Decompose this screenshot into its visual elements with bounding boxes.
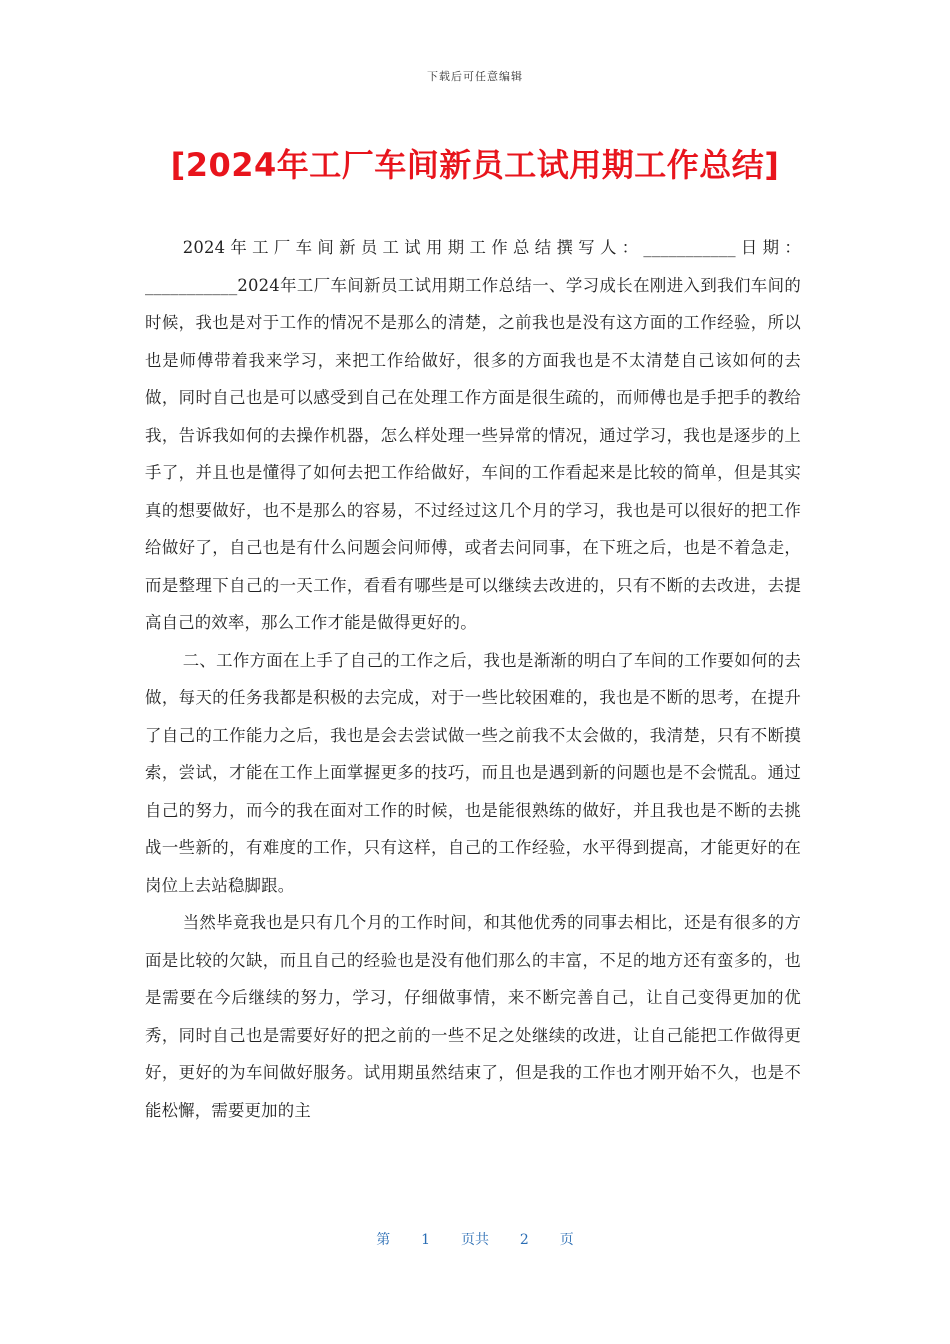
page-footer xyxy=(0,1229,950,1249)
document-body xyxy=(145,229,801,1129)
total-pages: 2 xyxy=(519,1232,529,1248)
paragraph-3: 当然毕竟我也是只有几个月的工作时间，和其他优秀的同事去相比，还是有很多的方面是比较的欠缺，而且自己的经验也是没有他们那么的丰富，不足的地方还有蛮多的，也是需要在今后继续的努力，学习，仔细做事情，来不断完善自己，让自己变得更加的优秀，同时自己也是需要好好的把之前的一些不足之处继续的改进，让自己能把工作做得更好，更好的为车间做好服务。试用期虽然结束了，但是我的工作也才刚开始不久，也是不能松懈，需要更加的主 xyxy=(145,913,801,1120)
page-label-suffix: 页 xyxy=(559,1232,574,1248)
page-label-mid: 页共 xyxy=(461,1232,489,1248)
page-number: 1 xyxy=(421,1232,431,1248)
document-title: [2024年工厂车间新员工试用期工作总结] xyxy=(170,146,780,184)
page-label-prefix: 第 xyxy=(376,1232,391,1248)
header-note: 下载后可任意编辑 xyxy=(427,70,523,83)
paragraph-2: 二、工作方面在上手了自己的工作之后，我也是渐渐的明白了车间的工作要如何的去做，每天的任务我都是积极的去完成，对于一些比较困难的，我也是不断的思考，在提升了自己的工作能力之后，我也是会去尝试做一些之前我不太会做的，我清楚，只有不断摸索，尝试，才能在工作上面掌握更多的技巧，而且也是遇到新的问题也是不会慌乱。通过自己的努力，而今的我在面对工作的时候，也是能很熟练的做好，并且我也是不断的去挑战一些新的，有难度的工作，只有这样，自己的工作经验，水平得到提高，才能更好的在岗位上去站稳脚跟。 xyxy=(145,650,801,895)
paragraph-1: 2024年工厂车间新员工试用期工作总结撰写人：___________日期：___________2024年工厂车间新员工试用期工作总结一、学习成长在刚进入到我们车间的时候，我也是对于工作的情况不是那么的清楚，之前我也是没有这方面的工作经验，所以也是师傅带着我来学习，来把工作给做好，很多的方面我也是不太清楚自己该如何的去做，同时自己也是可以感受到自己在处理工作方面是很生疏的，而师傅也是手把手的教给我，告诉我如何的去操作机器，怎么样处理一些异常的情况，通过学习，我也是逐步的上手了，并且也是懂得了如何去把工作给做好，车间的工作看起来是比较的简单，但是其实真的想要做好，也不是那么的容易，不过经过这几个月的学习，我也是可以很好的把工作给做好了，自己也是有什么问题会问师傅，或者去问同事，在下班之后，也是不着急走，而是整理下自己的一天工作，看看有哪些是可以继续去改进的，只有不断的去改进，去提高自己的效率，那么工作才能是做得更好的。 xyxy=(145,238,801,632)
